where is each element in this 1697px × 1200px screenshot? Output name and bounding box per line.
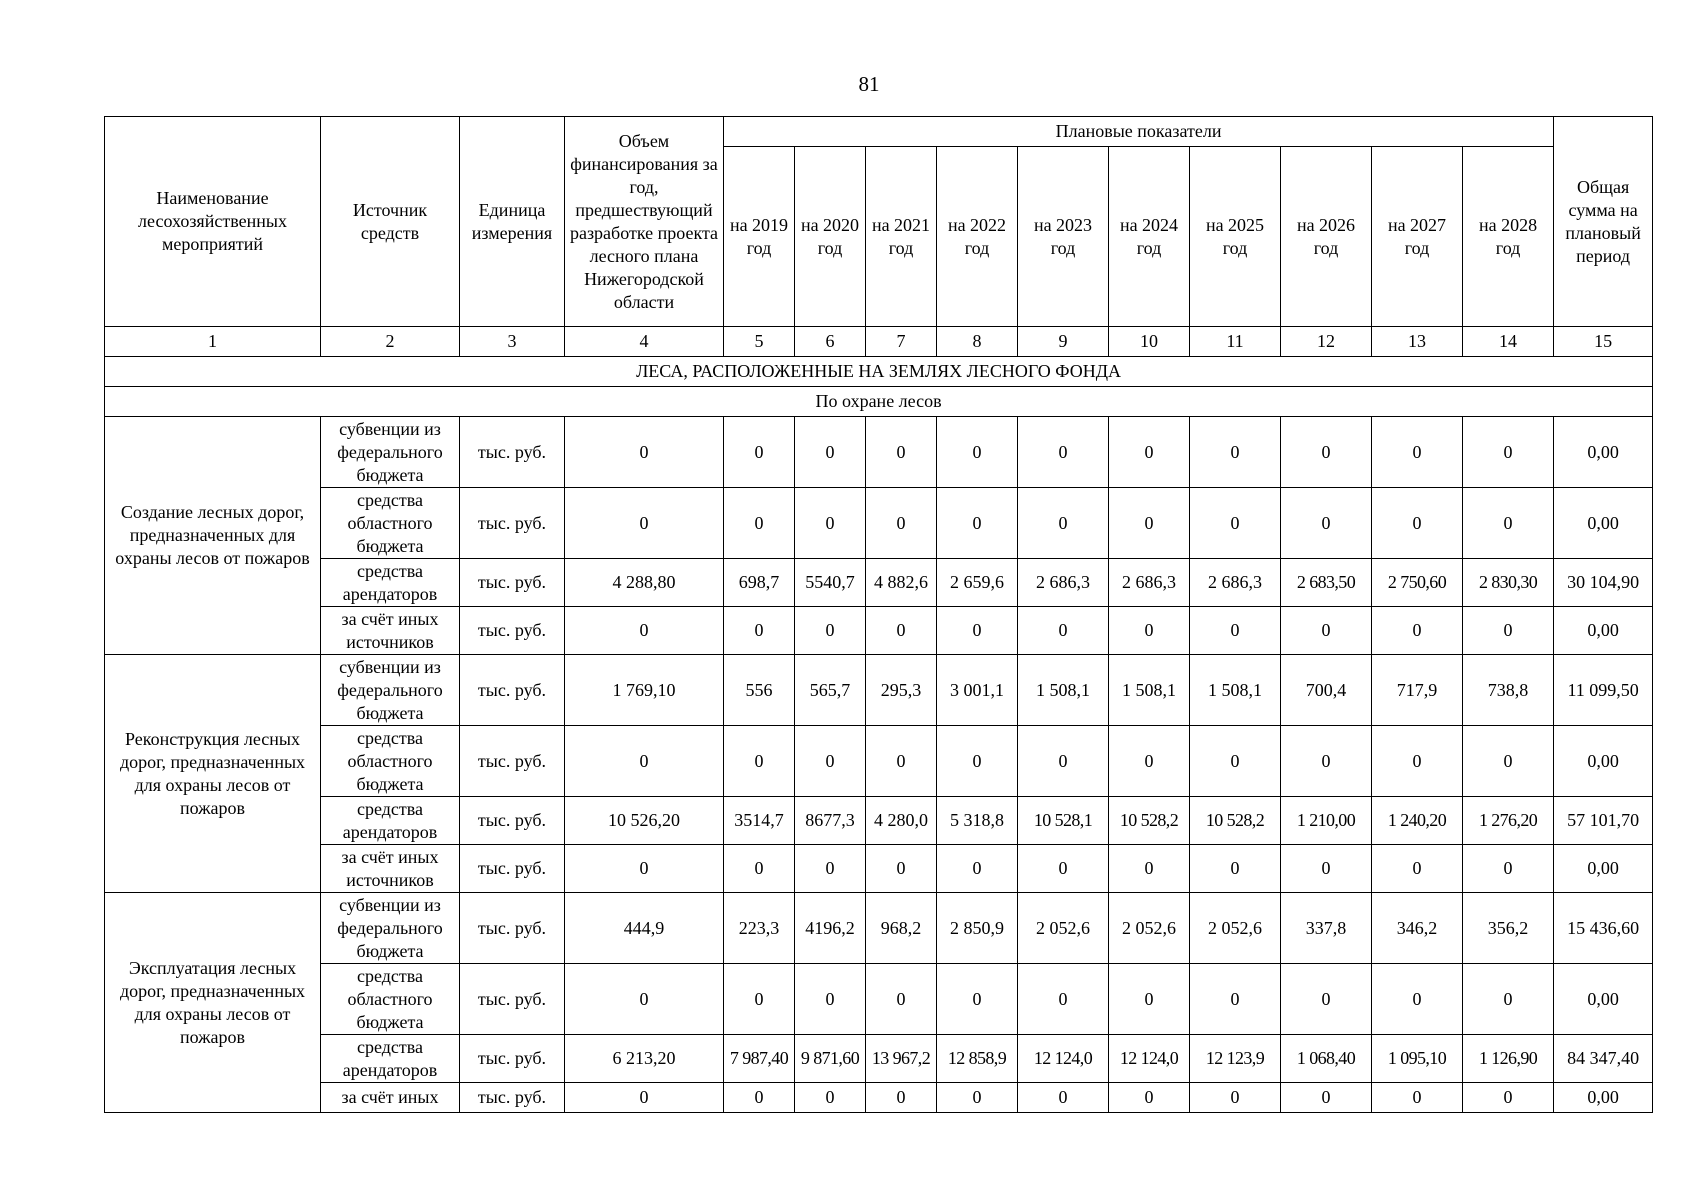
- year-value-cell: 5540,7: [795, 559, 866, 607]
- column-number: 13: [1372, 327, 1463, 357]
- year-value-cell: 0: [724, 488, 795, 559]
- year-value-cell: 0: [1463, 607, 1554, 655]
- header-planned-indicators: Плановые показатели: [724, 117, 1554, 147]
- header-previous-year-financing: Объем финансирования за год, предшествующий разработке проекта лесного плана Нижегородской области: [565, 117, 724, 327]
- year-value-cell: 1 068,40: [1281, 1035, 1372, 1083]
- header-year: на 2026 год: [1281, 147, 1372, 327]
- year-value-cell: 1 126,90: [1463, 1035, 1554, 1083]
- total-value-cell: 0,00: [1554, 417, 1653, 488]
- previous-year-value: 0: [565, 417, 724, 488]
- year-value-cell: 0: [1190, 488, 1281, 559]
- year-value-cell: 295,3: [866, 655, 937, 726]
- year-value-cell: 0: [1018, 417, 1109, 488]
- column-numbers-row: [105, 327, 1653, 357]
- year-value-cell: 8677,3: [795, 797, 866, 845]
- header-year: на 2023 год: [1018, 147, 1109, 327]
- year-value-cell: 0: [1190, 964, 1281, 1035]
- forest-plan-table: [104, 116, 1653, 1113]
- table-row: [105, 1083, 1653, 1113]
- year-value-cell: 0: [937, 726, 1018, 797]
- year-value-cell: 0: [1372, 488, 1463, 559]
- year-value-cell: 0: [1281, 845, 1372, 893]
- year-value-cell: 12 858,9: [937, 1035, 1018, 1083]
- source-cell: за счёт иных источников: [321, 607, 460, 655]
- year-value-cell: 2 750,60: [1372, 559, 1463, 607]
- header-year: на 2027 год: [1372, 147, 1463, 327]
- year-value-cell: 0: [1372, 607, 1463, 655]
- year-value-cell: 2 052,6: [1190, 893, 1281, 964]
- source-cell: средства областного бюджета: [321, 488, 460, 559]
- unit-cell: тыс. руб.: [460, 655, 565, 726]
- year-value-cell: 0: [795, 845, 866, 893]
- year-value-cell: 0: [1190, 417, 1281, 488]
- column-number: 9: [1018, 327, 1109, 357]
- year-value-cell: 565,7: [795, 655, 866, 726]
- year-value-cell: 0: [866, 488, 937, 559]
- year-value-cell: 0: [1190, 607, 1281, 655]
- year-value-cell: 1 095,10: [1372, 1035, 1463, 1083]
- year-value-cell: 0: [937, 1083, 1018, 1113]
- table-row: [105, 893, 1653, 964]
- year-value-cell: 0: [1018, 488, 1109, 559]
- total-value-cell: 15 436,60: [1554, 893, 1653, 964]
- source-cell: субвенции из федерального бюджета: [321, 417, 460, 488]
- total-value-cell: 0,00: [1554, 1083, 1653, 1113]
- source-cell: за счёт иных источников: [321, 845, 460, 893]
- year-value-cell: 0: [1018, 726, 1109, 797]
- year-value-cell: 0: [1190, 845, 1281, 893]
- subsection-row: [105, 387, 1653, 417]
- year-value-cell: 2 659,6: [937, 559, 1018, 607]
- year-value-cell: 0: [1109, 488, 1190, 559]
- year-value-cell: 4 882,6: [866, 559, 937, 607]
- year-value-cell: 223,3: [724, 893, 795, 964]
- table-row: [105, 488, 1653, 559]
- year-value-cell: 0: [937, 964, 1018, 1035]
- year-value-cell: 0: [1463, 964, 1554, 1035]
- header-year: на 2020 год: [795, 147, 866, 327]
- column-number: 8: [937, 327, 1018, 357]
- year-value-cell: 2 686,3: [1018, 559, 1109, 607]
- header-year: на 2028 год: [1463, 147, 1554, 327]
- year-value-cell: 0: [866, 964, 937, 1035]
- activity-name: Создание лесных дорог, предназначенных для охраны лесов от пожаров: [105, 417, 321, 655]
- subsection-title: По охране лесов: [105, 387, 1653, 417]
- year-value-cell: 0: [1109, 417, 1190, 488]
- header-total: Общая сумма на плановый период: [1554, 117, 1653, 327]
- year-value-cell: 0: [1372, 417, 1463, 488]
- total-value-cell: 0,00: [1554, 488, 1653, 559]
- source-cell: средства арендаторов: [321, 797, 460, 845]
- year-value-cell: 2 052,6: [1109, 893, 1190, 964]
- year-value-cell: 0: [1463, 845, 1554, 893]
- unit-cell: тыс. руб.: [460, 559, 565, 607]
- year-value-cell: 0: [1018, 845, 1109, 893]
- year-value-cell: 0: [1109, 845, 1190, 893]
- column-number: 6: [795, 327, 866, 357]
- unit-cell: тыс. руб.: [460, 845, 565, 893]
- column-number: 1: [105, 327, 321, 357]
- unit-cell: тыс. руб.: [460, 417, 565, 488]
- total-value-cell: 84 347,40: [1554, 1035, 1653, 1083]
- previous-year-value: 0: [565, 845, 724, 893]
- unit-cell: тыс. руб.: [460, 1035, 565, 1083]
- year-value-cell: 0: [795, 964, 866, 1035]
- table-row: [105, 417, 1653, 488]
- year-value-cell: 0: [866, 607, 937, 655]
- unit-cell: тыс. руб.: [460, 488, 565, 559]
- year-value-cell: 0: [1372, 964, 1463, 1035]
- year-value-cell: 2 850,9: [937, 893, 1018, 964]
- unit-cell: тыс. руб.: [460, 964, 565, 1035]
- previous-year-value: 6 213,20: [565, 1035, 724, 1083]
- header-year: на 2025 год: [1190, 147, 1281, 327]
- year-value-cell: 556: [724, 655, 795, 726]
- unit-cell: тыс. руб.: [460, 893, 565, 964]
- column-number: 14: [1463, 327, 1554, 357]
- year-value-cell: 3514,7: [724, 797, 795, 845]
- previous-year-value: 0: [565, 1083, 724, 1113]
- total-value-cell: 0,00: [1554, 845, 1653, 893]
- year-value-cell: 346,2: [1372, 893, 1463, 964]
- year-value-cell: 13 967,2: [866, 1035, 937, 1083]
- year-value-cell: 0: [795, 726, 866, 797]
- previous-year-value: 0: [565, 488, 724, 559]
- source-cell: за счёт иных: [321, 1083, 460, 1113]
- year-value-cell: 0: [937, 845, 1018, 893]
- previous-year-value: 4 288,80: [565, 559, 724, 607]
- year-value-cell: 0: [1372, 726, 1463, 797]
- year-value-cell: 0: [1109, 964, 1190, 1035]
- table-row: [105, 655, 1653, 726]
- year-value-cell: 12 124,0: [1018, 1035, 1109, 1083]
- year-value-cell: 0: [724, 845, 795, 893]
- source-cell: средства областного бюджета: [321, 726, 460, 797]
- header-year: на 2021 год: [866, 147, 937, 327]
- year-value-cell: 9 871,60: [795, 1035, 866, 1083]
- year-value-cell: 0: [1018, 964, 1109, 1035]
- year-value-cell: 0: [1018, 1083, 1109, 1113]
- year-value-cell: 0: [1463, 488, 1554, 559]
- year-value-cell: 0: [1109, 607, 1190, 655]
- year-value-cell: 0: [724, 607, 795, 655]
- previous-year-value: 1 769,10: [565, 655, 724, 726]
- table-row: [105, 797, 1653, 845]
- total-value-cell: 11 099,50: [1554, 655, 1653, 726]
- year-value-cell: 12 124,0: [1109, 1035, 1190, 1083]
- year-value-cell: 0: [1109, 726, 1190, 797]
- header-unit: Единица измерения: [460, 117, 565, 327]
- header-year: на 2019 год: [724, 147, 795, 327]
- year-value-cell: 10 528,2: [1109, 797, 1190, 845]
- year-value-cell: 10 528,1: [1018, 797, 1109, 845]
- table-row: [105, 607, 1653, 655]
- year-value-cell: 0: [937, 607, 1018, 655]
- source-cell: средства арендаторов: [321, 559, 460, 607]
- table-row: [105, 559, 1653, 607]
- year-value-cell: 0: [724, 964, 795, 1035]
- year-value-cell: 0: [866, 417, 937, 488]
- year-value-cell: 0: [1463, 417, 1554, 488]
- year-value-cell: 0: [1281, 417, 1372, 488]
- activity-name: Реконструкция лесных дорог, предназначенных для охраны лесов от пожаров: [105, 655, 321, 893]
- year-value-cell: 0: [1281, 1083, 1372, 1113]
- table-row: [105, 726, 1653, 797]
- year-value-cell: 717,9: [1372, 655, 1463, 726]
- section-row: [105, 357, 1653, 387]
- year-value-cell: 0: [724, 417, 795, 488]
- year-value-cell: 0: [937, 488, 1018, 559]
- year-value-cell: 0: [866, 1083, 937, 1113]
- previous-year-value: 444,9: [565, 893, 724, 964]
- year-value-cell: 2 683,50: [1281, 559, 1372, 607]
- year-value-cell: 0: [1372, 845, 1463, 893]
- page-number: 81: [858, 72, 880, 96]
- table-row: [105, 845, 1653, 893]
- total-value-cell: 30 104,90: [1554, 559, 1653, 607]
- year-value-cell: 0: [795, 488, 866, 559]
- year-value-cell: 968,2: [866, 893, 937, 964]
- year-value-cell: 0: [866, 845, 937, 893]
- unit-cell: тыс. руб.: [460, 1083, 565, 1113]
- previous-year-value: 10 526,20: [565, 797, 724, 845]
- year-value-cell: 10 528,2: [1190, 797, 1281, 845]
- total-value-cell: 0,00: [1554, 607, 1653, 655]
- year-value-cell: 0: [1018, 607, 1109, 655]
- column-number: 2: [321, 327, 460, 357]
- year-value-cell: 1 508,1: [1190, 655, 1281, 726]
- table-row: [105, 964, 1653, 1035]
- year-value-cell: 4196,2: [795, 893, 866, 964]
- year-value-cell: 0: [795, 607, 866, 655]
- column-number: 10: [1109, 327, 1190, 357]
- year-value-cell: 2 830,30: [1463, 559, 1554, 607]
- year-value-cell: 0: [1281, 488, 1372, 559]
- total-value-cell: 0,00: [1554, 726, 1653, 797]
- year-value-cell: 0: [1372, 1083, 1463, 1113]
- year-value-cell: 1 276,20: [1463, 797, 1554, 845]
- header-year: на 2024 год: [1109, 147, 1190, 327]
- total-value-cell: 57 101,70: [1554, 797, 1653, 845]
- previous-year-value: 0: [565, 607, 724, 655]
- unit-cell: тыс. руб.: [460, 726, 565, 797]
- year-value-cell: 0: [1281, 964, 1372, 1035]
- source-cell: средства областного бюджета: [321, 964, 460, 1035]
- year-value-cell: 356,2: [1463, 893, 1554, 964]
- year-value-cell: 0: [724, 1083, 795, 1113]
- section-title: ЛЕСА, РАСПОЛОЖЕННЫЕ НА ЗЕМЛЯХ ЛЕСНОГО ФОНДА: [105, 357, 1653, 387]
- year-value-cell: 12 123,9: [1190, 1035, 1281, 1083]
- year-value-cell: 0: [795, 1083, 866, 1113]
- unit-cell: тыс. руб.: [460, 607, 565, 655]
- column-number: 12: [1281, 327, 1372, 357]
- year-value-cell: 0: [1190, 726, 1281, 797]
- previous-year-value: 0: [565, 964, 724, 1035]
- year-value-cell: 0: [795, 417, 866, 488]
- column-number: 3: [460, 327, 565, 357]
- header-activity: Наименование лесохозяйственных мероприятий: [105, 117, 321, 327]
- year-value-cell: 1 508,1: [1018, 655, 1109, 726]
- year-value-cell: 700,4: [1281, 655, 1372, 726]
- year-value-cell: 1 210,00: [1281, 797, 1372, 845]
- source-cell: субвенции из федерального бюджета: [321, 893, 460, 964]
- previous-year-value: 0: [565, 726, 724, 797]
- year-value-cell: 0: [1463, 1083, 1554, 1113]
- year-value-cell: 1 508,1: [1109, 655, 1190, 726]
- source-cell: субвенции из федерального бюджета: [321, 655, 460, 726]
- year-value-cell: 0: [1281, 726, 1372, 797]
- year-value-cell: 7 987,40: [724, 1035, 795, 1083]
- header-year: на 2022 год: [937, 147, 1018, 327]
- year-value-cell: 0: [866, 726, 937, 797]
- year-value-cell: 5 318,8: [937, 797, 1018, 845]
- year-value-cell: 738,8: [1463, 655, 1554, 726]
- column-number: 15: [1554, 327, 1653, 357]
- table-row: [105, 1035, 1653, 1083]
- year-value-cell: 2 686,3: [1190, 559, 1281, 607]
- year-value-cell: 0: [724, 726, 795, 797]
- column-number: 7: [866, 327, 937, 357]
- year-value-cell: 0: [937, 417, 1018, 488]
- year-value-cell: 0: [1281, 607, 1372, 655]
- year-value-cell: 0: [1463, 726, 1554, 797]
- table-body: [105, 327, 1653, 1113]
- source-cell: средства арендаторов: [321, 1035, 460, 1083]
- year-value-cell: 0: [1109, 1083, 1190, 1113]
- year-value-cell: 3 001,1: [937, 655, 1018, 726]
- year-value-cell: 337,8: [1281, 893, 1372, 964]
- unit-cell: тыс. руб.: [460, 797, 565, 845]
- year-value-cell: 0: [1190, 1083, 1281, 1113]
- activity-name: Эксплуатация лесных дорог, предназначенных для охраны лесов от пожаров: [105, 893, 321, 1113]
- column-number: 5: [724, 327, 795, 357]
- column-number: 11: [1190, 327, 1281, 357]
- total-value-cell: 0,00: [1554, 964, 1653, 1035]
- year-value-cell: 4 280,0: [866, 797, 937, 845]
- year-value-cell: 2 686,3: [1109, 559, 1190, 607]
- column-number: 4: [565, 327, 724, 357]
- header-source: Источник средств: [321, 117, 460, 327]
- year-value-cell: 698,7: [724, 559, 795, 607]
- year-value-cell: 1 240,20: [1372, 797, 1463, 845]
- year-value-cell: 2 052,6: [1018, 893, 1109, 964]
